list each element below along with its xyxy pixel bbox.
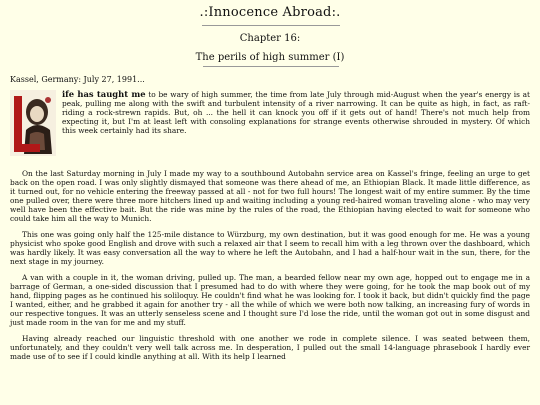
chapter-divider: [203, 66, 339, 67]
chapter-subtitle: The perils of high summer (I): [195, 52, 345, 63]
lead-in: ife has taught me: [62, 89, 146, 99]
paragraph-3: This one was going only half the 125-mile distance to Würzburg, my own destination, but it was good enough for me. He was a young physicist who spoke good English and drove with such a relaxed air that I seem to recall him with a leg thrown over the dashboard, which was hardly likely. It was easy conversation all the way to where he left the Autobahn, and I had a half-hour wait in the sun, there, for the next stage in my journey.: [10, 230, 530, 266]
paragraph-1: [10, 90, 530, 162]
dropcap-illustration: [10, 90, 56, 156]
title-divider: [202, 25, 340, 26]
site-title: .:Innocence Abroad:.: [199, 5, 341, 20]
paragraph-2: On the last Saturday morning in July I made my way to a southbound Autobahn service area on Kassel's fringe, feeling an urge to get back on the open road. I was only slightly dismayed that someone was there ahead of me, an Ethiopian Black. It made little difference, as it turned out, for no vehicle entering the freeway passed at all - not for two full hours! The longest wait of my entire summer. By the time one pulled over, there were three more hitchers lined up and waiting including a young red-haired woman traveling alone - who may very well have been the effective bait. But the ride was mine by the rules of the road, the Ethiopian having elected to wait for someone who could take him all the way to Munich.: [10, 169, 530, 223]
paragraph-4: A van with a couple in it, the woman driving, pulled up. The man, a bearded fellow near my own age, hopped out to engage me in a barrage of German, a one-sided discussion that I presumed had to do with where they were going, for he took the map book out of my hand, flipping pages as he continued his soliloquy. He couldn't find what he was looking for. I took it back, but didn't quickly find the page I wanted, either, and he grabbed it again for another try - all the while of which we were both now talking, an increasing fury of words in our respective tongues. It was an utterly senseless scene and I thought sure I'd lose the ride, until the woman got out in some disgust and just made room in the van for me and my stuff.: [10, 273, 530, 327]
paragraph-1-text: to be wary of high summer, the time from late July through mid-August when the year's energy is at peak, pulling me along with the swift and turbulent intensity of a river narrowing. It can be quite as high, in fact, as raft-riding a rock-strewn rapids. But, oh ... the hell it can knock you off if it gets out of hand! There's not much help from expecting it, but I'm at least left with consoling explanations for strange events otherwise shrouded in mystery. Of which this week certainly had its share.: [62, 90, 530, 135]
article-body: [10, 90, 530, 368]
chapter-number: Chapter 16:: [239, 33, 301, 44]
dateline: Kassel, Germany: July 27, 1991...: [10, 75, 145, 84]
paragraph-5: Having already reached our linguistic threshold with one another we rode in complete silence. I was seated between them, unfortunately, and they couldn't very well talk across me. In desperation, I pulled out the small 14-language phrasebook I hardly ever made use of to see if I could kindle anything at all. With its help I learned: [10, 334, 530, 361]
